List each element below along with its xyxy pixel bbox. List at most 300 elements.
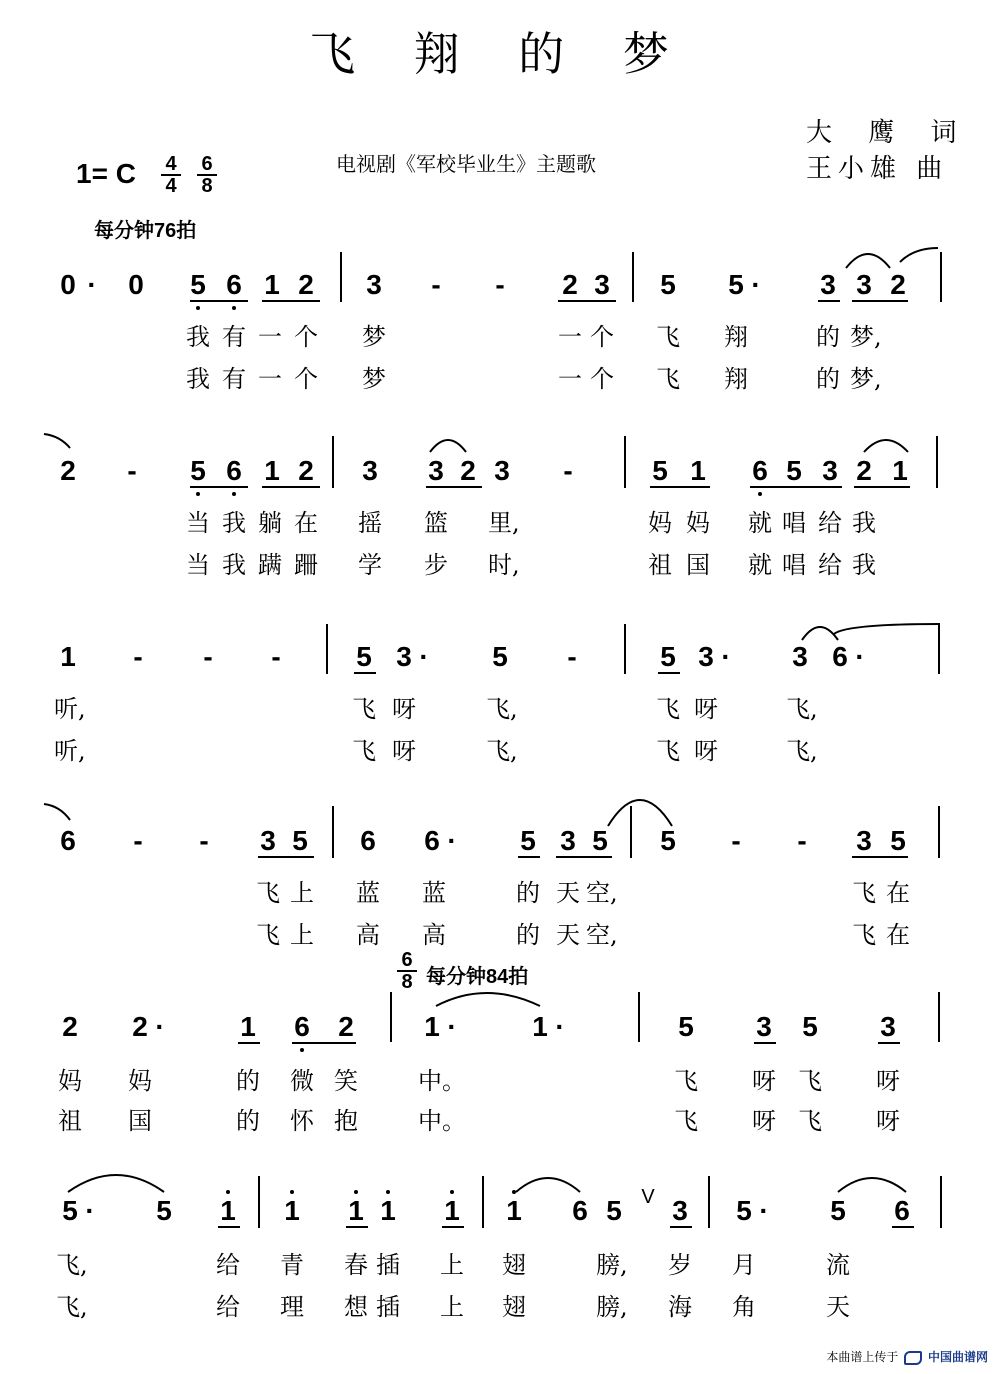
note: 5 [492, 641, 508, 672]
beam [818, 300, 840, 302]
note: 5 [592, 825, 608, 856]
lyric: 的 [236, 1107, 260, 1135]
note: 6 [572, 1195, 588, 1226]
barline [482, 1176, 484, 1228]
time-sig-denominator: 8 [401, 971, 413, 993]
lyric: 梦 [362, 365, 386, 393]
note: 5 [736, 1195, 752, 1226]
lyric: 飞 [674, 1067, 698, 1095]
beam [670, 1226, 692, 1228]
lyric: 翅 [502, 1293, 526, 1321]
dash: - [567, 641, 577, 672]
note: 3 [362, 455, 378, 486]
lyric: 有 [222, 365, 246, 393]
lyric: 呀 [752, 1107, 776, 1135]
note: 5 [292, 825, 308, 856]
note: 6 [60, 825, 76, 856]
lyric: 膀, [596, 1251, 628, 1279]
barline [940, 1176, 942, 1228]
lyric: 翔 [724, 323, 748, 351]
beam [354, 672, 376, 674]
lyric: 青 [280, 1251, 304, 1279]
lyric: 一 [258, 323, 282, 351]
barline [936, 436, 938, 488]
note: 5 [62, 1195, 78, 1226]
lyric: 一 [258, 365, 282, 393]
lyric: 给 [216, 1293, 240, 1321]
lyric: 飞 [852, 921, 876, 949]
barline [624, 624, 626, 674]
beam [650, 486, 710, 488]
note: 1 [532, 1011, 548, 1042]
barline [638, 992, 640, 1042]
lyric: 飞, [486, 695, 518, 723]
lyric: 呀 [876, 1067, 900, 1095]
octave-dot [354, 1190, 358, 1194]
lyric: 蹒 [258, 551, 282, 579]
beam [238, 1042, 260, 1044]
lyric: 我 [852, 509, 876, 537]
lyric: 上 [440, 1251, 464, 1279]
lyric: 步 [424, 551, 448, 579]
key-signature: 1= C [76, 158, 136, 189]
beam [878, 1042, 900, 1044]
lyric: 呀 [752, 1067, 776, 1095]
lyric: 的 [816, 323, 840, 351]
note: 0 [128, 269, 144, 300]
lyric: 高 [356, 921, 380, 949]
lyric: 飞, [486, 737, 518, 765]
lyric: 里, [488, 509, 520, 537]
note: 1 [892, 455, 908, 486]
beam [258, 856, 314, 858]
octave-dot [232, 306, 236, 310]
barline [630, 806, 632, 858]
note: 1 [380, 1195, 396, 1226]
note: 1 [240, 1011, 256, 1042]
lyric: 理 [280, 1293, 304, 1321]
slur [608, 800, 672, 826]
octave-dot [290, 1190, 294, 1194]
lyric: 海 [668, 1293, 692, 1321]
lyricist-credit: 大 鹰 词 [806, 118, 971, 148]
beam [852, 856, 908, 858]
note: 6 [752, 455, 768, 486]
lyric: 飞 [798, 1067, 822, 1095]
dot-mark: · [751, 269, 761, 300]
lyric: 膀, [596, 1293, 628, 1321]
lyric: 春 [344, 1251, 368, 1279]
song-title: 飞 翔 的 梦 [309, 27, 691, 81]
lyric: 空, [586, 921, 618, 949]
dot-mark: · [85, 1195, 95, 1226]
slur [68, 1175, 164, 1192]
dash: - [199, 825, 209, 856]
barline [632, 252, 634, 302]
lyric: 上 [290, 879, 314, 907]
barline [938, 992, 940, 1042]
dot-mark: · [447, 825, 457, 856]
note: 3 [698, 641, 714, 672]
beam [852, 300, 908, 302]
time-sig-numerator: 6 [201, 153, 213, 175]
lyric: 微 [290, 1067, 314, 1095]
footer-prefix: 本曲谱上传于 [826, 1350, 899, 1364]
beam [262, 300, 320, 302]
lyric: 中。 [418, 1107, 466, 1135]
lyric: 给 [818, 509, 842, 537]
lyric: 笑 [334, 1067, 358, 1095]
lyric: 的 [816, 365, 840, 393]
lyric: 上 [290, 921, 314, 949]
dot-mark: · [447, 1011, 457, 1042]
lyric: 飞 [656, 737, 680, 765]
subtitle: 电视剧《军校毕业生》主题歌 [336, 152, 596, 176]
note: 0 [60, 269, 76, 300]
note: 6 [832, 641, 848, 672]
octave-dot [196, 306, 200, 310]
lyric: 怀 [290, 1107, 314, 1135]
tempo-marking-84: 每分钟84拍 [426, 966, 529, 988]
note: 1 [264, 269, 280, 300]
lyric: 在 [886, 921, 910, 949]
lyric: 的 [516, 921, 540, 949]
note: 3 [820, 269, 836, 300]
barline [940, 252, 942, 302]
lyric: 就 [748, 551, 772, 579]
slur [846, 254, 890, 268]
tie-end [44, 804, 70, 820]
beam [426, 486, 482, 488]
note: 3 [822, 455, 838, 486]
lyric: 翅 [502, 1251, 526, 1279]
note: 1 [690, 455, 706, 486]
lyric: 呀 [392, 695, 416, 723]
dash: - [797, 825, 807, 856]
note: 2 [298, 269, 314, 300]
lyric: 插 [376, 1251, 400, 1279]
note: 3 [396, 641, 412, 672]
note: 5 [356, 641, 372, 672]
lyric: 我 [186, 365, 210, 393]
lyric: 翔 [724, 365, 748, 393]
octave-dot [300, 1048, 304, 1052]
beam [558, 300, 616, 302]
lyric: 个 [590, 365, 614, 393]
note: 5 [660, 641, 676, 672]
barline [938, 624, 940, 674]
lyric: 蓝 [422, 879, 446, 907]
lyric: 流 [826, 1251, 850, 1279]
lyric: 飞 [852, 879, 876, 907]
lyric: 梦 [362, 323, 386, 351]
note: 5 [802, 1011, 818, 1042]
note: 1 [506, 1195, 522, 1226]
lyric: 梦, [850, 365, 882, 393]
lyric: 的 [236, 1067, 260, 1095]
beam [292, 1042, 356, 1044]
note: 3 [792, 641, 808, 672]
lyric: 跚 [294, 551, 318, 579]
slur [838, 1178, 906, 1192]
beam [190, 300, 248, 302]
octave-dot [386, 1190, 390, 1194]
note: 5 [728, 269, 744, 300]
octave-dot [226, 1190, 230, 1194]
lyric: 妈 [128, 1067, 152, 1095]
note: 6 [226, 455, 242, 486]
lyric: 抱 [334, 1107, 358, 1135]
lyric: 我 [852, 551, 876, 579]
dash: - [133, 825, 143, 856]
lyric: 天 [556, 879, 580, 907]
lyric: 就 [748, 509, 772, 537]
lyric: 唱 [782, 509, 806, 537]
note: 5 [156, 1195, 172, 1226]
lyric: 学 [358, 551, 382, 579]
beam [556, 856, 612, 858]
lyric: 祖 [58, 1107, 82, 1135]
barline [332, 806, 334, 858]
time-signature-4-4 [160, 154, 182, 196]
tie-start [834, 624, 940, 634]
lyric: 飞, [786, 695, 818, 723]
beam [518, 856, 540, 858]
note: 6 [424, 825, 440, 856]
note: 5 [660, 269, 676, 300]
lyric: 飞 [352, 695, 376, 723]
lyric: 月 [732, 1251, 756, 1279]
note: 6 [226, 269, 242, 300]
lyric: 国 [686, 551, 710, 579]
note: 3 [672, 1195, 688, 1226]
lyric: 想 [344, 1293, 368, 1321]
dot-mark: · [87, 269, 97, 300]
lyric: 听, [54, 737, 86, 765]
lyric: 高 [422, 921, 446, 949]
lyric: 我 [222, 509, 246, 537]
lyric: 在 [886, 879, 910, 907]
note: 5 [890, 825, 906, 856]
lyric: 一 [558, 323, 582, 351]
site-logo-icon [904, 1351, 922, 1365]
note: 2 [562, 269, 578, 300]
note: 2 [62, 1011, 78, 1042]
lyric: 摇 [358, 509, 382, 537]
note: 5 [830, 1195, 846, 1226]
time-sig-numerator: 6 [401, 949, 413, 971]
lyric: 呀 [694, 695, 718, 723]
note: 1 [264, 455, 280, 486]
breath-mark: V [641, 1186, 655, 1208]
barline [938, 806, 940, 858]
barline [624, 436, 626, 488]
dash: - [133, 641, 143, 672]
note: 3 [428, 455, 444, 486]
dot-mark: · [721, 641, 731, 672]
tie-end [44, 434, 70, 448]
lyric: 飞, [56, 1251, 88, 1279]
dash: - [271, 641, 281, 672]
lyric: 空, [586, 879, 618, 907]
lyric: 飞 [352, 737, 376, 765]
lyric: 飞 [256, 921, 280, 949]
lyric: 天 [826, 1293, 850, 1321]
lyric: 呀 [876, 1107, 900, 1135]
lyric: 飞 [674, 1107, 698, 1135]
note: 1 [60, 641, 76, 672]
octave-dot [232, 492, 236, 496]
beam [754, 1042, 776, 1044]
barline [390, 992, 392, 1042]
note: 1 [444, 1195, 460, 1226]
barline [326, 624, 328, 674]
note: 1 [424, 1011, 440, 1042]
note: 6 [894, 1195, 910, 1226]
note: 5 [660, 825, 676, 856]
lyric: 祖 [648, 551, 672, 579]
lyric: 飞, [56, 1293, 88, 1321]
lyric: 我 [222, 551, 246, 579]
note: 5 [190, 269, 206, 300]
note: 3 [366, 269, 382, 300]
slur [430, 440, 466, 452]
lyric: 时, [488, 551, 520, 579]
slur [864, 440, 908, 452]
octave-dot [758, 492, 762, 496]
composer-credit: 王小雄 曲 [806, 154, 949, 184]
lyric: 个 [294, 365, 318, 393]
lyric: 妈 [686, 509, 710, 537]
lyric: 个 [294, 323, 318, 351]
note: 2 [856, 455, 872, 486]
lyric: 当 [186, 509, 210, 537]
note: 1 [348, 1195, 364, 1226]
note: 5 [190, 455, 206, 486]
dot-mark: · [155, 1011, 165, 1042]
lyric: 当 [186, 551, 210, 579]
beam [892, 1226, 914, 1228]
dash: - [731, 825, 741, 856]
dash: - [495, 269, 505, 300]
dash: - [431, 269, 441, 300]
footer-watermark [826, 1348, 988, 1365]
beam [658, 672, 680, 674]
note: 3 [856, 269, 872, 300]
beam [218, 1226, 240, 1228]
note: 2 [60, 455, 76, 486]
lyric: 篮 [424, 509, 448, 537]
dash: - [563, 455, 573, 486]
dot-mark: · [759, 1195, 769, 1226]
note: 2 [132, 1011, 148, 1042]
barline [708, 1176, 710, 1228]
lyric: 飞 [656, 323, 680, 351]
lyric: 的 [516, 879, 540, 907]
lyric: 妈 [58, 1067, 82, 1095]
lyric: 给 [216, 1251, 240, 1279]
time-sig-denominator: 8 [201, 175, 213, 197]
beam [346, 1226, 368, 1228]
lyric: 国 [128, 1107, 152, 1135]
time-sig-numerator: 4 [165, 153, 177, 175]
note: 2 [460, 455, 476, 486]
barline [332, 436, 334, 488]
lyric: 一 [558, 365, 582, 393]
note: 2 [890, 269, 906, 300]
lyric: 呀 [694, 737, 718, 765]
meter-change-6-8 [396, 950, 418, 992]
note: 5 [520, 825, 536, 856]
lyric: 妈 [648, 509, 672, 537]
note: 3 [494, 455, 510, 486]
dot-mark: · [855, 641, 865, 672]
lyric: 呀 [392, 737, 416, 765]
tie-start [900, 248, 938, 262]
barline [340, 252, 342, 302]
lyric: 角 [732, 1293, 756, 1321]
lyric: 插 [376, 1293, 400, 1321]
slur [436, 993, 540, 1006]
note: 6 [360, 825, 376, 856]
lyric: 躺 [258, 509, 282, 537]
lyric: 蓝 [356, 879, 380, 907]
note: 3 [756, 1011, 772, 1042]
time-signature-6-8 [196, 154, 218, 196]
note: 2 [338, 1011, 354, 1042]
note: 5 [606, 1195, 622, 1226]
lyric: 给 [818, 551, 842, 579]
note: 1 [220, 1195, 236, 1226]
note: 2 [298, 455, 314, 486]
lyric: 飞 [256, 879, 280, 907]
lyric: 飞 [656, 695, 680, 723]
barline [258, 1176, 260, 1228]
note: 3 [594, 269, 610, 300]
note: 5 [652, 455, 668, 486]
lyric: 飞 [656, 365, 680, 393]
note: 3 [560, 825, 576, 856]
beam [190, 486, 248, 488]
beam [262, 486, 320, 488]
lyric: 梦, [850, 323, 882, 351]
note: 5 [786, 455, 802, 486]
dash: - [127, 455, 137, 486]
lyric: 听, [54, 695, 86, 723]
time-sig-denominator: 4 [165, 175, 177, 197]
octave-dot [196, 492, 200, 496]
beam [442, 1226, 464, 1228]
lyric: 在 [294, 509, 318, 537]
beam [854, 486, 910, 488]
lyric: 岁 [668, 1251, 692, 1279]
lyric: 上 [440, 1293, 464, 1321]
dot-mark: · [419, 641, 429, 672]
octave-dot [450, 1190, 454, 1194]
lyric: 天 [556, 921, 580, 949]
note: 3 [880, 1011, 896, 1042]
lyric: 中。 [418, 1067, 466, 1095]
footer-brand: 中国曲谱网 [927, 1350, 988, 1364]
beam [750, 486, 842, 488]
lyric: 飞 [798, 1107, 822, 1135]
lyric: 个 [590, 323, 614, 351]
tempo-marking-76: 每分钟76拍 [94, 220, 197, 242]
note: 1 [284, 1195, 300, 1226]
note: 3 [260, 825, 276, 856]
note: 5 [678, 1011, 694, 1042]
lyric: 飞, [786, 737, 818, 765]
